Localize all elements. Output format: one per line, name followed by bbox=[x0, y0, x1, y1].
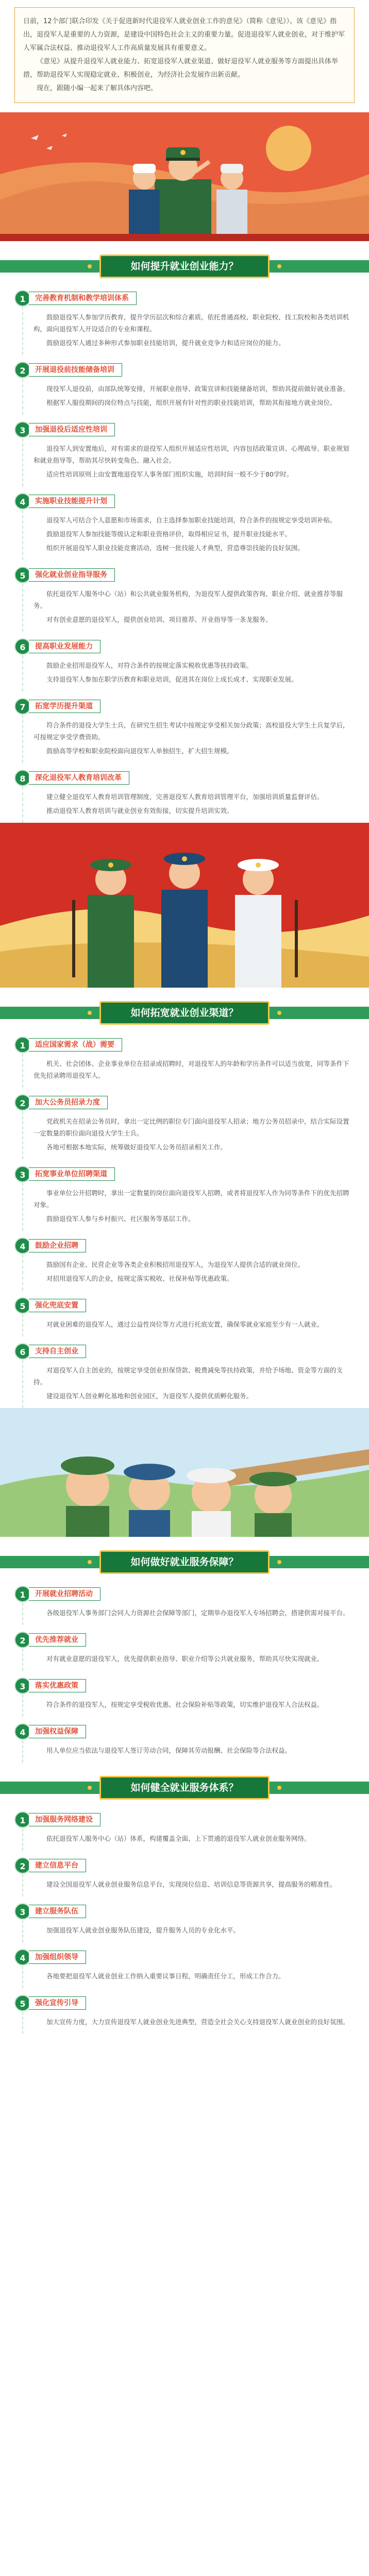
policy-item-body bbox=[22, 1111, 355, 1159]
policy-paragraph: 鼓励高等学校和职业院校面向退役军人单独招生，扩大招生规模。 bbox=[46, 747, 233, 755]
policy-paragraph: 鼓励退役军人通过多种形式参加职业技能培训，提升就业竞争力和适应岗位的能力。 bbox=[46, 339, 285, 347]
policy-paragraph: 支持退役军人参加在职学历教育和职业培训，促进其在岗位上成长成才、实现职业发展。 bbox=[46, 675, 298, 683]
section-title: 如何做好就业服务保障？ bbox=[99, 1550, 270, 1574]
heading-dot-right bbox=[277, 1560, 281, 1564]
policy-item-body bbox=[22, 715, 355, 763]
policy-item-header bbox=[14, 361, 355, 379]
policy-item-title: 加强权益保障 bbox=[29, 1725, 86, 1738]
item-number-badge: 3 bbox=[14, 421, 31, 438]
policy-item-body bbox=[22, 1920, 355, 1942]
policy-item-header bbox=[14, 290, 355, 307]
policy-item-header bbox=[14, 566, 355, 584]
policy-paragraph: 退役军人到安置地后，对有需求的退役军人组织开展适应性培训，内容包括政策宣讲、心理疏导、职业规划和就业指导等，帮助其尽快转变角色、融入社会。 bbox=[33, 445, 349, 464]
policy-item-title: 建立信息平台 bbox=[29, 1859, 86, 1872]
policy-paragraph: 推动退役军人教育培训与就业创业有效衔接，切实提升培训实效。 bbox=[46, 807, 233, 815]
policy-item bbox=[14, 632, 355, 691]
policy-item-title: 提高职业发展能力 bbox=[29, 640, 100, 653]
policy-item-body bbox=[22, 1740, 355, 1762]
item-number-badge: 5 bbox=[14, 1995, 31, 2011]
policy-item-title: 实施职业技能提升计划 bbox=[29, 495, 115, 508]
policy-paragraph: 建设退役军人创业孵化基地和创业园区，为退役军人提供优质孵化服务。 bbox=[46, 1392, 253, 1400]
section-heading bbox=[0, 1776, 369, 1800]
policy-item bbox=[14, 1231, 355, 1291]
policy-item-title: 建立服务队伍 bbox=[29, 1905, 86, 1918]
policy-item-header bbox=[14, 1723, 355, 1740]
policy-item-title: 开展退役前技能储备培训 bbox=[29, 363, 122, 377]
policy-item bbox=[14, 1988, 355, 2034]
item-number-badge: 2 bbox=[14, 1632, 31, 1648]
policy-item-body bbox=[22, 1649, 355, 1671]
policy-item-body bbox=[22, 584, 355, 632]
policy-paragraph: 鼓励国有企业、民营企业等各类企业积极招用退役军人，为退役军人提供合适的就业岗位。 bbox=[46, 1261, 305, 1268]
item-number-badge: 3 bbox=[14, 1903, 31, 1920]
intro-paragraph: 日前，12个部门联合印发《关于促进新时代退役军人就业创业工作的意见》（简称《意见》）。该《意见》指出，退役军人是重要的人力资源，是建设中国特色社会主义的重要力量。促进退役军人就业创业，对于维护军人军属合法权益、推动退役军人工作高质量发展具有重要意义。 bbox=[23, 18, 345, 52]
policy-item-title: 加强服务网络建设 bbox=[29, 1813, 100, 1826]
heading-dot-left bbox=[88, 1560, 92, 1564]
policy-item bbox=[14, 1805, 355, 1851]
policy-item-header bbox=[14, 638, 355, 655]
policy-item-body bbox=[22, 1966, 355, 1988]
item-number-badge: 5 bbox=[14, 1297, 31, 1314]
policy-item-header bbox=[14, 421, 355, 438]
policy-item-header bbox=[14, 1297, 355, 1314]
item-number-badge: 1 bbox=[14, 1586, 31, 1602]
item-number-badge: 8 bbox=[14, 770, 31, 786]
policy-paragraph: 符合条件的退役军人，按规定享受税收优惠、社会保险补贴等政策，切实维护退役军人合法权益。 bbox=[46, 1701, 324, 1708]
policy-paragraph: 符合条件的退役大学生士兵，在研究生招生考试中按规定享受相关加分政策；高校退役大学生士兵复学后，可按规定享受学费资助。 bbox=[33, 721, 349, 741]
policy-item-header bbox=[14, 1677, 355, 1694]
policy-item-title: 优先推荐就业 bbox=[29, 1633, 86, 1647]
policy-item-title: 加强退役后适应性培训 bbox=[29, 423, 115, 436]
item-number-badge: 6 bbox=[14, 638, 31, 655]
policy-item-title: 强化就业创业指导服务 bbox=[29, 568, 115, 582]
policy-paragraph: 各级退役军人事务部门会同人力资源社会保障等部门，定期举办退役军人专场招聘会，搭建供需对接平台。 bbox=[46, 1609, 349, 1617]
policy-item-body bbox=[22, 2012, 355, 2034]
section-heading bbox=[0, 1550, 369, 1574]
intro-box bbox=[14, 7, 355, 103]
policy-item-body bbox=[22, 1255, 355, 1291]
policy-item-header bbox=[14, 1948, 355, 1966]
section-title: 如何拓宽就业创业渠道？ bbox=[99, 1001, 270, 1025]
policy-item-header bbox=[14, 1036, 355, 1054]
policy-item-header bbox=[14, 493, 355, 510]
policy-item-title: 加大公务员招录力度 bbox=[29, 1096, 108, 1109]
item-number-badge: 5 bbox=[14, 567, 31, 583]
policy-item-body bbox=[22, 655, 355, 691]
policy-paragraph: 鼓励退役军人参加技能等级认定和职业资格评价，取得相应证书，提升职业技能水平。 bbox=[46, 530, 292, 538]
policy-paragraph: 建设全国退役军人就业创业服务信息平台，实现岗位信息、培训信息等资源共享，提高服务的精准性。 bbox=[46, 1880, 337, 1888]
policy-paragraph: 对退役军人自主创业的，按规定享受创业担保贷款、税费减免等扶持政策，并给予场地、资金等方面的支持。 bbox=[33, 1366, 343, 1386]
policy-item-header bbox=[14, 1343, 355, 1360]
policy-item-body bbox=[22, 1828, 355, 1851]
policy-item-header bbox=[14, 1857, 355, 1874]
policy-item-body bbox=[22, 510, 355, 560]
item-number-badge: 2 bbox=[14, 1094, 31, 1111]
item-number-badge: 1 bbox=[14, 290, 31, 307]
cartoon-soldiers-illustration bbox=[0, 1408, 369, 1537]
policy-item-body bbox=[22, 1694, 355, 1717]
policy-item bbox=[14, 1625, 355, 1671]
policy-paragraph: 对有创业意愿的退役军人，提供创业培训、项目推荐、开业指导等一条龙服务。 bbox=[46, 616, 272, 623]
policy-item bbox=[14, 1717, 355, 1762]
policy-paragraph: 组织开展退役军人职业技能竞赛活动，选树一批技能人才典型，营造尊崇技能的良好氛围。 bbox=[46, 544, 305, 552]
policy-item-body bbox=[22, 787, 355, 823]
policy-paragraph: 根据军人服役期间的岗位特点与技能，组织开展有针对性的职业技能培训，帮助其衔接地方就业岗位。 bbox=[46, 399, 337, 406]
policy-item bbox=[14, 1671, 355, 1717]
policy-item-header bbox=[14, 1165, 355, 1183]
policy-item-header bbox=[14, 1631, 355, 1649]
intro-paragraph: 《意见》从提升退役军人就业能力、拓宽退役军人就业渠道、做好退役军人就业服务等方面提出具体举措，帮助退役军人实现稳定就业、积极创业，为经济社会发展作出新贡献。 bbox=[23, 58, 339, 79]
policy-paragraph: 对招用退役军人的企业，按规定落实税收、社保补贴等优惠政策。 bbox=[46, 1275, 233, 1282]
soldiers-illustration bbox=[0, 823, 369, 988]
policy-paragraph: 事业单位公开招聘时，拿出一定数量的岗位面向退役军人招聘，或者将退役军人作为同等条件下的优先招聘对象。 bbox=[33, 1189, 349, 1209]
section-heading bbox=[0, 1001, 369, 1025]
policy-item-body bbox=[22, 1874, 355, 1896]
policy-paragraph: 对就业困难的退役军人，通过公益性岗位等方式进行托底安置，确保零就业家庭至少有一人就业。 bbox=[46, 1320, 324, 1328]
policy-item-title: 强化兜底安置 bbox=[29, 1299, 86, 1312]
policy-item-title: 开展就业招聘活动 bbox=[29, 1587, 100, 1601]
policy-item bbox=[14, 355, 355, 415]
hero-banner-soldiers bbox=[0, 112, 369, 241]
policy-item bbox=[14, 415, 355, 486]
policy-item-body bbox=[22, 307, 355, 355]
policy-item-title: 拓宽学历提升渠道 bbox=[29, 700, 100, 713]
policy-item-title: 适应国家需求（战）需要 bbox=[29, 1038, 122, 1052]
heading-dot-right bbox=[277, 264, 281, 268]
section-title: 如何健全就业服务体系？ bbox=[99, 1776, 270, 1800]
policy-paragraph: 建立健全退役军人教育培训管理制度，完善退役军人教育培训管理平台，加强培训质量监督评估。 bbox=[46, 793, 324, 801]
policy-item bbox=[14, 1159, 355, 1231]
policy-item-header bbox=[14, 1994, 355, 2012]
policy-item bbox=[14, 763, 355, 823]
item-number-badge: 4 bbox=[14, 493, 31, 510]
policy-item-header bbox=[14, 1094, 355, 1111]
item-number-badge: 4 bbox=[14, 1238, 31, 1254]
policy-item-header bbox=[14, 1585, 355, 1603]
item-number-badge: 1 bbox=[14, 1811, 31, 1828]
policy-item bbox=[14, 1851, 355, 1896]
policy-item-header bbox=[14, 769, 355, 787]
policy-item-body bbox=[22, 379, 355, 415]
policy-item bbox=[14, 283, 355, 355]
policy-item-title: 鼓励企业招聘 bbox=[29, 1239, 86, 1252]
policy-item-header bbox=[14, 1237, 355, 1255]
policy-item bbox=[14, 691, 355, 763]
item-number-badge: 6 bbox=[14, 1343, 31, 1360]
policy-paragraph: 鼓励企业招用退役军人，对符合条件的按规定落实税收优惠等扶持政策。 bbox=[46, 662, 253, 669]
policy-item-title: 完善教育机制和教学培训体系 bbox=[29, 292, 137, 305]
policy-item-header bbox=[14, 1811, 355, 1828]
heading-dot-right bbox=[277, 1011, 281, 1015]
policy-item-body bbox=[22, 1360, 355, 1408]
heading-dot-right bbox=[277, 1786, 281, 1790]
policy-item-header bbox=[14, 1903, 355, 1920]
policy-item-title: 深化退役军人教育培训改革 bbox=[29, 771, 129, 785]
policy-paragraph: 加强退役军人就业创业服务队伍建设，提升服务人员的专业化水平。 bbox=[46, 1926, 240, 1934]
policy-paragraph: 加大宣传力度，大力宣传退役军人就业创业先进典型，营造全社会关心支持退役军人就业创业的良好氛围。 bbox=[46, 2018, 349, 2026]
policy-item-body bbox=[22, 1183, 355, 1231]
section-title: 如何提升就业创业能力？ bbox=[99, 255, 270, 278]
item-number-badge: 4 bbox=[14, 1949, 31, 1965]
policy-paragraph: 各地可根据本地实际，统筹做好退役军人公务员招录相关工作。 bbox=[46, 1143, 227, 1151]
policy-item bbox=[14, 560, 355, 632]
policy-paragraph: 现役军人退役前，由部队统筹安排，开展职业指导、政策宣讲和技能储备培训，帮助其提前做好就业准备。 bbox=[46, 385, 349, 393]
policy-item-body bbox=[22, 438, 355, 486]
policy-paragraph: 鼓励退役军人参加学历教育，提升学历层次和综合素质。依托普通高校、职业院校、技工院校和各类培训机构，面向退役军人开设适合的专业和课程。 bbox=[33, 313, 349, 333]
policy-paragraph: 党政机关在招录公务员时，拿出一定比例的职位专门面向退役军人招录；地方公务员招录中，结合实际设置一定数量的职位面向退役大学生士兵。 bbox=[33, 1117, 349, 1137]
policy-item-body bbox=[22, 1054, 355, 1088]
policy-item-header bbox=[14, 698, 355, 715]
item-number-badge: 1 bbox=[14, 1037, 31, 1053]
policy-item bbox=[14, 1896, 355, 1942]
intro-paragraph: 现在，跟随小编一起来了解具体内容吧。 bbox=[37, 84, 158, 92]
policy-item bbox=[14, 1336, 355, 1408]
policy-paragraph: 鼓励退役军人参与乡村振兴、社区服务等基层工作。 bbox=[46, 1215, 195, 1223]
policy-item bbox=[14, 1088, 355, 1159]
heading-dot-left bbox=[88, 1786, 92, 1790]
item-number-badge: 7 bbox=[14, 698, 31, 715]
policy-paragraph: 退役军人可结合个人意愿和市场需求，自主选择参加职业技能培训，符合条件的按规定享受培训补贴。 bbox=[46, 516, 337, 524]
heading-dot-left bbox=[88, 264, 92, 268]
policy-item bbox=[14, 1942, 355, 1988]
item-number-badge: 2 bbox=[14, 362, 31, 378]
policy-paragraph: 机关、社会团体、企业事业单位在招录或招聘时，对退役军人的年龄和学历条件可以适当放宽，同等条件下优先招录聘用退役军人。 bbox=[33, 1060, 349, 1079]
policy-item-body bbox=[22, 1603, 355, 1625]
policy-item bbox=[14, 486, 355, 560]
policy-paragraph: 用人单位应当依法与退役军人签订劳动合同，保障其劳动报酬、社会保险等合法权益。 bbox=[46, 1747, 292, 1754]
policy-paragraph: 依托退役军人服务中心（站）体系，构建覆盖全面、上下贯通的退役军人就业创业服务网络。 bbox=[46, 1835, 311, 1842]
policy-paragraph: 适应性培训原则上由安置地退役军人事务部门组织实施，培训时间一般不少于80学时。 bbox=[46, 470, 293, 478]
policy-item-title: 强化宣传引导 bbox=[29, 1996, 86, 2010]
policy-item-title: 落实优惠政策 bbox=[29, 1679, 86, 1692]
item-number-badge: 2 bbox=[14, 1857, 31, 1874]
heading-dot-left bbox=[88, 1011, 92, 1015]
policy-paragraph: 依托退役军人服务中心（站）和公共就业服务机构，为退役军人提供政策咨询、职业介绍、就业推荐等服务。 bbox=[33, 590, 343, 609]
policy-item-title: 支持自主创业 bbox=[29, 1345, 86, 1358]
policy-item bbox=[14, 1291, 355, 1336]
policy-item bbox=[14, 1579, 355, 1625]
item-number-badge: 3 bbox=[14, 1166, 31, 1182]
item-number-badge: 3 bbox=[14, 1677, 31, 1694]
policy-item-title: 拓宽事业单位招聘渠道 bbox=[29, 1167, 115, 1181]
policy-item bbox=[14, 1030, 355, 1088]
item-number-badge: 4 bbox=[14, 1723, 31, 1740]
policy-item-body bbox=[22, 1314, 355, 1336]
section-heading bbox=[0, 255, 369, 278]
policy-item-title: 加强组织领导 bbox=[29, 1951, 86, 1964]
policy-paragraph: 各地要把退役军人就业创业工作纳入重要议事日程，明确责任分工，形成工作合力。 bbox=[46, 1972, 285, 1980]
policy-paragraph: 对有就业意愿的退役军人，优先提供职业指导、职业介绍等公共就业服务，帮助其尽快实现就业。 bbox=[46, 1655, 324, 1663]
